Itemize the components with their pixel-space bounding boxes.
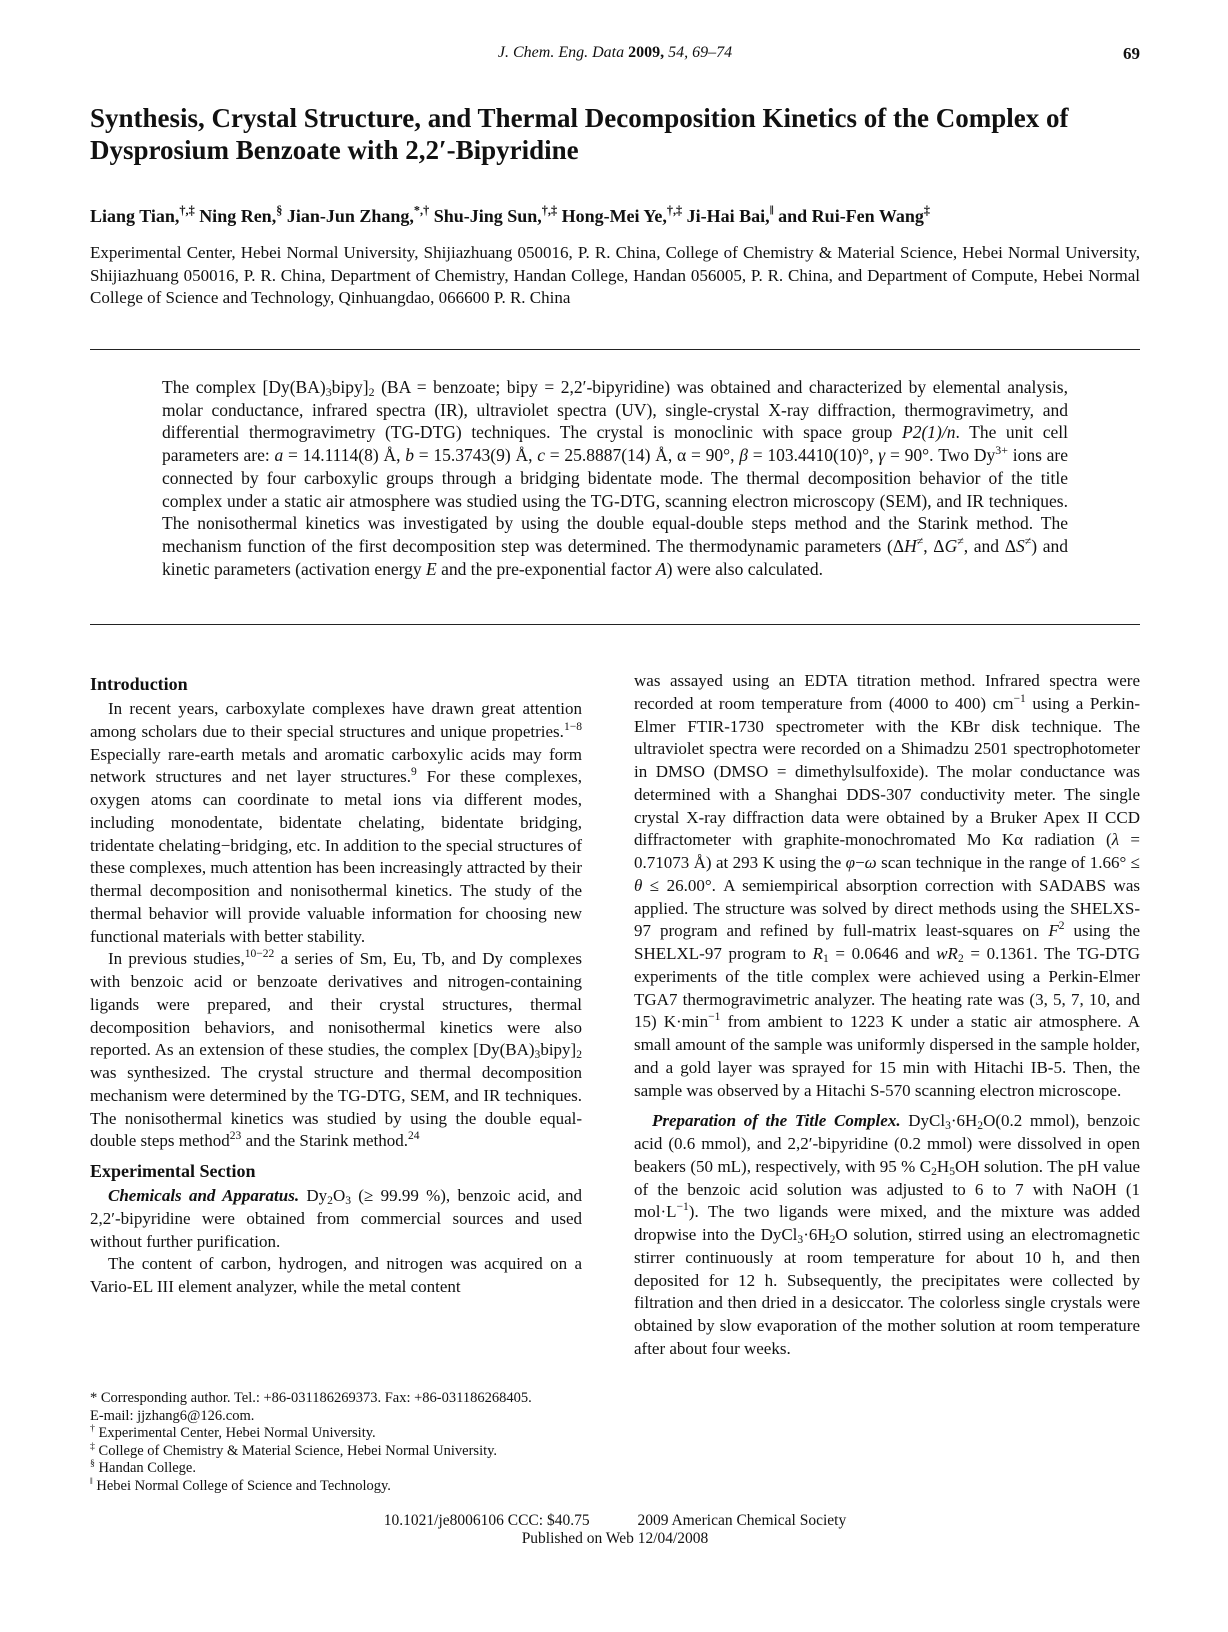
abstract: The complex $[Dy(BA)_3bipy]_2$ (BA = benzoate; bipy = 2,2′-bipyridine) was obtained and characterized by elemental analysis, molar conductance, infrared spectra (IR), ultraviolet spectra (UV), single-crystal X-ray diffraction, thermogravimetry, and differential thermogravimetry (TG-DTG) techniques. The crystal is monoclinic with space group P2(1)/n. The unit cell parameters are: a = 14.1114(8) Å, b = 15.3743(9) Å, c = 25.8887(14) Å, α = 90°, β = 103.4410(10)°, γ = 90°. Two $Dy^{3+}$ ions are connected by four carboxylic groups through a bridging bidentate mode. The thermal decomposition behavior of the title complex under a static air atmosphere was studied using the TG-DTG, scanning electron microscopy (SEM), and IR techniques. The nonisothermal kinetics was investigated by using the double equal-double steps method and the Starink method. The mechanism function of the first decomposition step was determined. The thermodynamic parameters (ΔH≠, ΔG≠, and ΔS≠) and kinetic parameters (activation energy E and the pre-exponential factor A) were also calculated. [162, 377, 1069, 579]
paper-title: Synthesis, Crystal Structure, and Thermal Decomposition Kinetics of the Complex of Dysprosium Benzoate with 2,2′-Bipyridine [90, 103, 1069, 165]
section-heading-introduction: Introduction [90, 674, 188, 694]
running-header [90, 44, 1140, 68]
author: Ji-Hai Bai, [686, 206, 770, 226]
citation-volume: 54, [668, 44, 689, 61]
paragraph: The content of carbon, hydrogen, and nitrogen was acquired on a Vario-EL III element analyzer, while the metal content [90, 1254, 582, 1296]
section-heading-experimental: Experimental Section [90, 1161, 256, 1181]
published-date: Published on Web 12/04/2008 [521, 1530, 709, 1547]
affiliation-note: § Handan College. [90, 1458, 196, 1476]
abstract-top-rule [90, 349, 1140, 350]
publication-info [90, 1512, 1140, 1548]
paragraph: Chemicals and Apparatus. $Dy_2O_3$ (≥ 99.99 %), benzoic acid, and 2,2′-bipyridine were obtained from commercial sources and used without further purification. [90, 1186, 583, 1251]
citation-year: 2009, [628, 44, 665, 61]
paragraph: Preparation of the Title Complex. $DyCl_3\cdot 6H_2O(0.2$ mmol), benzoic acid (0.6 mmol), and 2,2′-bipyridine (0.2 mmol) were dissolved in open beakers (50 mL), respectively, with 95 % $C_2H_5OH$ solution. The pH value of the benzoic acid solution was adjusted to 6 to 7 with NaOH (1 $mol\cdot L^{-1}$). The two ligands were mixed, and the mixture was added dropwise into the $DyCl_3\cdot 6H_2O$ solution, stirred using an electromagnetic stirrer continuously at room temperature for about 10 h, and then deposited for 12 h. Subsequently, the precipitates were collected by filtration and then dried in a desiccator. The colorless single crystals were obtained by slow evaporation of the mother solution at room temperature after about four weeks. [634, 1111, 1140, 1358]
corresponding-author-note: * Corresponding author. Tel.: +86-031186269373. Fax: +86-031186268405. [90, 1390, 532, 1406]
paragraph: In recent years, carboxylate complexes have drawn great attention among scholars due to their special structures and unique propetries.$^{1-8}$ Especially rare-earth metals and aromatic carboxylic acids may form network structures and net layer structures.$^9$ For these complexes, oxygen atoms can coordinate to metal ions via different modes, including monodentate, bidentate chelating, bidentate bridging, tridentate chelating−bridging, etc. In addition to the special structures of these complexes, much attention has been increasingly attracted by their thermal decomposition and nonisothermal kinetics. The study of the thermal behavior will provide valuable information for choosing new functional materials with better stability. [90, 699, 582, 946]
author: Shu-Jing Sun, [433, 206, 542, 226]
left-column [90, 670, 582, 1299]
doi-price: 10.1021/je8006106 CCC: $40.75 [383, 1512, 590, 1529]
copyright: 2009 American Chemical Society [637, 1512, 847, 1529]
affiliations: Experimental Center, Hebei Normal University, Shijiazhuang 050016, P. R. China, College of Chemistry & Material Science, Hebei Normal University, Shijiazhuang 050016, P. R. China, Department of Chemistry, Handan College, Handan 056005, P. R. China, and Department of Compute, Hebei Normal College of Science and Technology, Qinhuangdao, 066600 P. R. China [90, 243, 1140, 307]
email-note: E-mail: jjzhang6@126.com. [90, 1407, 255, 1424]
paragraph: In previous studies,$^{10-22}$ a series of Sm, Eu, Tb, and Dy complexes with benzoic acid or benzoate derivatives and nitrogen-containing ligands were prepared, and their crystal structures, thermal decomposition behaviors, and nonisothermal kinetics were also reported. As an extension of these studies, the complex $[Dy(BA)_3bipy]_2$ was synthesized. The crystal structure and thermal decomposition mechanism were determined by the TG-DTG, SEM, and IR techniques. The nonisothermal kinetics was studied by using the double equal-double steps method$^{23}$ and the Starink method.$^{24}$ [90, 947, 582, 1151]
right-column [634, 670, 1140, 1361]
abstract-bottom-rule [90, 624, 1140, 625]
citation-pages: 69–74 [692, 44, 733, 61]
author: Jian-Jun Zhang, [286, 206, 414, 226]
affiliation-note: ‡ College of Chemistry & Material Science, Hebei Normal University. [90, 1440, 498, 1459]
affiliation-note: ‖ Hebei Normal College of Science and Technology. [90, 1475, 391, 1494]
paragraph: was assayed using an EDTA titration method. Infrared spectra were recorded at room temperature from (4000 to 400) $cm^{-1}$ using a Perkin-Elmer FTIR-1730 spectrometer with the KBr disk technique. The ultraviolet spectra were recorded on a Shimadzu 2501 spectrophotometer in DMSO (DMSO = dimethylsulfoxide). The molar conductance was determined with a Shanghai DDS-307 conductivity meter. The single crystal X-ray diffraction data were obtained by a Bruker Apex II CCD diffractometer with graphite-monochromated Mo Kα radiation (λ = 0.71073 Å) at 293 K using the φ−ω scan technique in the range of 1.66° ≤ θ ≤ 26.00°. A semiempirical absorption correction with SADABS was applied. The structure was solved by direct methods using the SHELXS-97 program and refined by full-matrix least-squares on $F^2$ using the SHELXL-97 program to $R_1 = 0.0646$ and $wR_2 = 0.1361$. The TG-DTG experiments of the title complex were achieved using a Perkin-Elmer TGA7 thermogravimetric analyzer. The heating rate was (3, 5, 7, 10, and 15) $K\cdot\min^{-1}$ from ambient to 1223 K under a static air atmosphere. A small amount of the sample was uniformly dispersed in the sample holder, and a gold layer was sprayed for 15 min with Hitachi IB-5. Then, the sample was observed by a Hitachi S-570 scanning electron microscope. [634, 671, 1141, 1100]
author: Hong-Mei Ye, [561, 206, 667, 226]
author: Ning Ren, [199, 206, 277, 226]
affiliation-note: † Experimental Center, Hebei Normal University. [90, 1423, 376, 1441]
author: and Rui-Fen Wang [778, 206, 924, 226]
page-number: 69 [1123, 44, 1140, 63]
journal-citation: J. Chem. Eng. Data 2009, 54, 69–74 [497, 44, 733, 61]
footnotes [90, 1390, 582, 1495]
author: Liang Tian, [90, 206, 180, 226]
author-list: Liang Tian,†,‡ Ning Ren,§ Jian-Jun Zhang,*,† Shu-Jing Sun,†,‡ Hong-Mei Ye,†,‡ Ji-Hai Bai,‖ and Rui-Fen Wang‡ [90, 203, 930, 226]
